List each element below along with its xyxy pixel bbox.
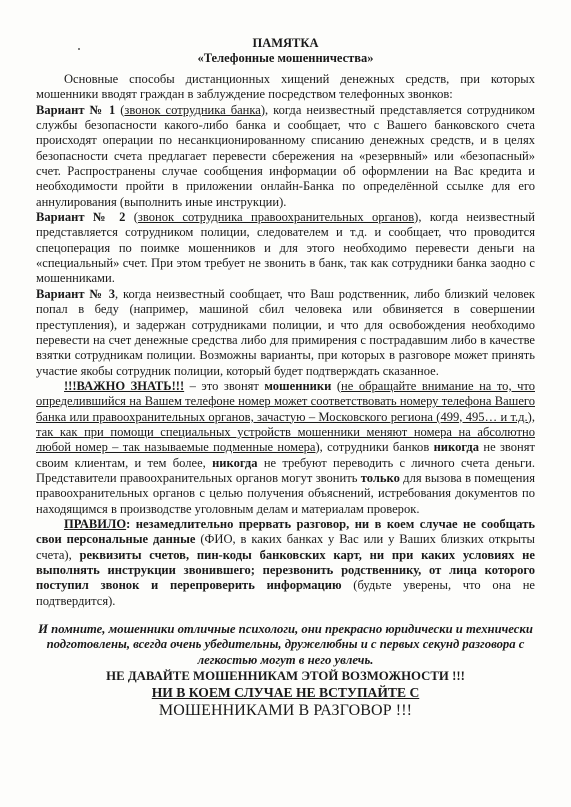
important-bold-2: никогда [433,440,480,455]
important-bold-1: мошенники [264,378,332,393]
variant-2-text: ), когда неизвестный представляется сотрудником полиции, следователем и т.д. и сообщает, что проводится спецоперация по поимке мошенников и для этого необходимо перевести деньги на «специальный» счет. При этом требует не звонить в банк, так как сотрудники банка заодно с мошенниками. [36,210,535,286]
variant-3-paragraph [36,287,535,379]
important-text-4: не звонят своим клиентам, и тем более, [36,440,535,470]
rule-text-1: (ФИО, в каких банках у Вас или у Ваших близких открыты счета), [36,532,535,562]
page-subtitle: «Телефонные мошенничества» [197,51,374,65]
closing-reminder: И помните, мошенники отличные психологи, они прекрасно юридически и технически подготовлены, всегда очень убедительны, дружелюбны и с первых секунд разговора с легкостью могут в него увлечь. [38,622,533,667]
rule-bold-2: реквизиты счетов, пин-коды банковских карт, ни при каких условиях не выполнять инструкции звонившего; перезвонить родственнику, от лица которого поступил звонок и перепроверить информацию [36,547,535,593]
important-bold-4: только [360,470,400,485]
variant-1-paragraph [36,103,535,210]
important-paragraph [36,379,535,517]
warning-line-1: НЕ ДАВАЙТЕ МОШЕННИКАМ ЭТОЙ ВОЗМОЖНОСТИ !!! [106,669,465,684]
important-text-3: ), сотрудники банков [315,440,434,455]
intro-paragraph: Основные способы дистанционных хищений денежных средств, при которых мошенники вводят граждан в заблуждение посредством телефонных звонков: [36,72,535,102]
variant-1-text: ), когда неизвестный представляется сотрудником службы безопасности какого-либо банка и сообщает, что с Вашего банковского счета происходят операции по несанкционированному списанию денежных средств, и в целях безопасности счета предлагает перевести сбережения на «резервный» или «безопасный» счет. Распространены случае сообщения информации об оформлении на Вас кредита и необходимости пройти в приложении онлайн-Банка по определённой ссылке для его аннулирования (выполнить иные инструкции). [36,102,535,209]
important-text-5: не требуют переводить с личного счета деньги. Представители правоохранительных органов могут звонить [36,455,535,485]
rule-paragraph [36,517,535,609]
rule-label: ПРАВИЛО [64,516,127,531]
important-bold-3: никогда [212,455,258,470]
variant-1-open: ( [115,102,125,117]
variant-1-name: звонок сотрудника банка [124,102,261,117]
variant-3-label: Вариант № 3 [36,286,115,301]
page-title: ПАМЯТКА [252,36,319,50]
variant-2-open: ( [125,210,138,225]
variant-2-label: Вариант № 2 [36,210,126,225]
variant-1-label: Вариант № 1 [36,102,116,117]
variant-2-name: звонок сотрудника правоохранительных органов [137,210,415,225]
important-label: !!!ВАЖНО ЗНАТЬ!!! [64,378,185,393]
rule-bold-1: : незамедлительно прервать разговор, ни в коем случае не сообщать свои персональные данные [36,516,535,547]
important-text-1: – это звонят [184,378,265,393]
important-text-6: для вызова в помещения правоохранительных органов с целью получения объяснений, истребования документов по находящимся в производстве уголовным делам и материалам проверок. [36,470,535,516]
scan-speck [78,48,80,50]
rule-text-2: (будьте уверены, что она не подтвердится). [36,578,535,608]
variant-2-paragraph [36,210,535,287]
warning-line-3: МОШЕННИКАМИ В РАЗГОВОР !!! [158,702,413,720]
warning-line-2: НИ В КОЕМ СЛУЧАЕ НЕ ВСТУПАЙТЕ С [151,684,420,700]
important-text-2: ( [331,378,342,393]
important-underlined: не обращайте внимание на то, что определившийся на Вашем телефоне номер может соответствовать номеру телефона Вашего банка или правоохранительных органов, зачастую – Московского региона (499, 495… и т.д.), так как при помощи специальных устройств мошенники меняют номера на абсолютно любой номер – так называемые подменные номера [36,378,535,455]
variant-3-text: , когда неизвестный сообщает, что Ваш родственник, либо близкий человек попал в беду (например, машиной сбил человека или обвиняется в совершении преступления), и задержан сотрудниками полиции, и что для освобождения необходимо перевести на счет денежные средства либо для примирения с пострадавшим либо в качестве взятки сотрудникам полиции. Возможны варианты, при которых в разговоре может принять участие якобы сотрудник полиции, который будет подтверждать сказанное. [36,286,535,378]
